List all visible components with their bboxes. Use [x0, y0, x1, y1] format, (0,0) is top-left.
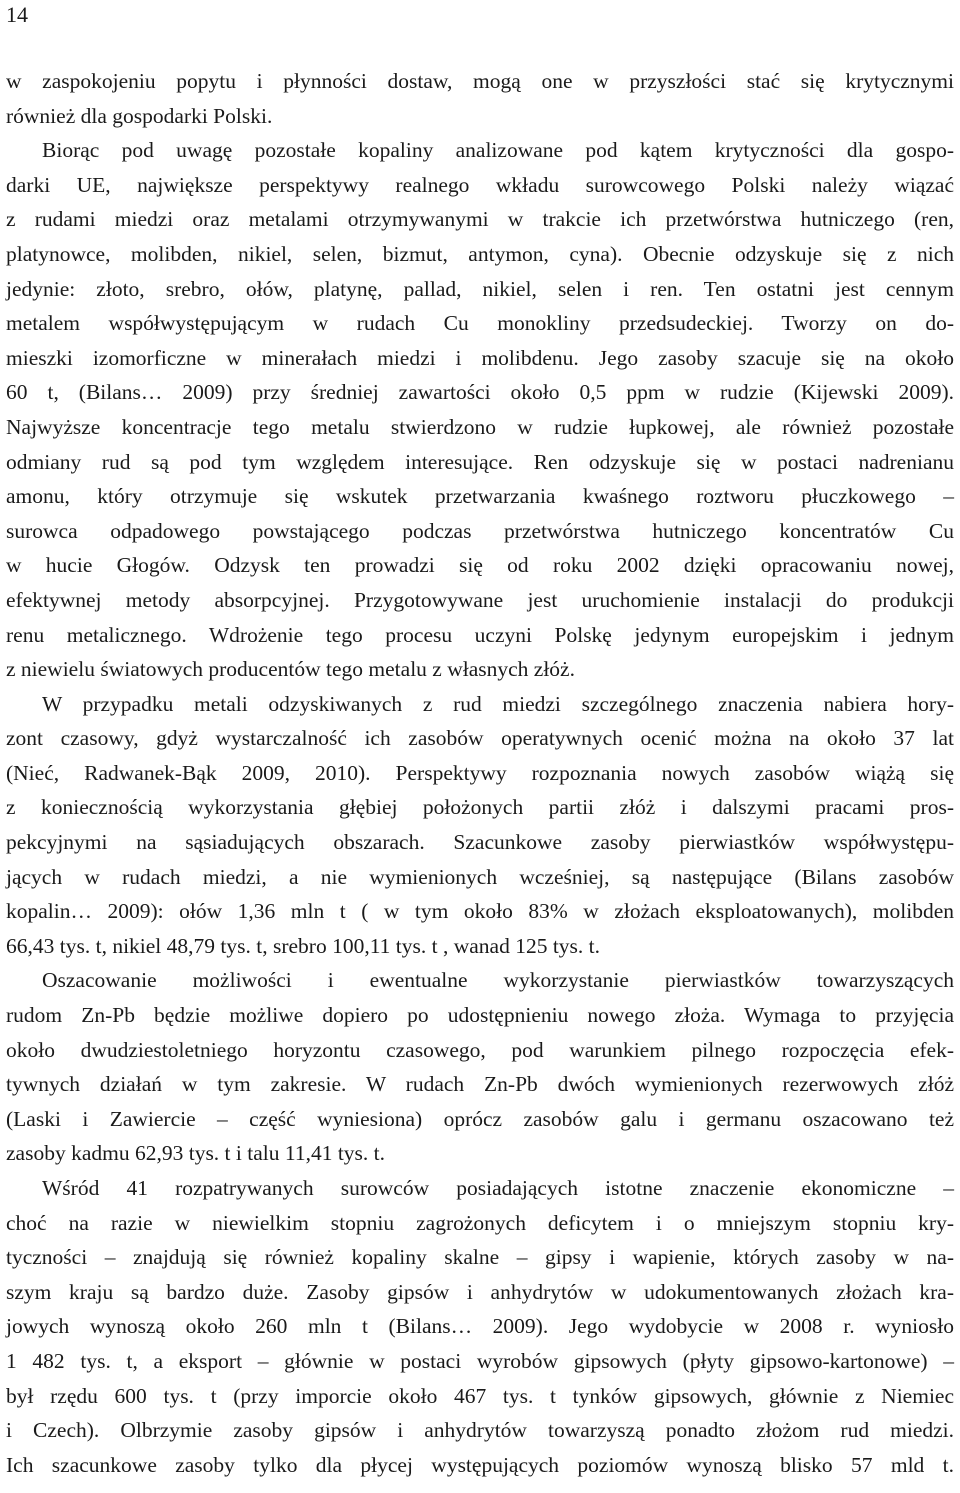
text-line: i Czech). Olbrzymie zasoby gipsów i anhydrytów towarzyszą ponadto złożom rud miedzi.: [6, 1418, 954, 1443]
text-line: jących w rudach miedzi, a nie wymienionych wcześniej, są następujące (Bilans zasobów: [6, 864, 954, 889]
text-line: jedynie: złoto, srebro, ołów, platynę, pallad, nikiel, selen i ren. Ten ostatni jest cennym: [6, 276, 954, 301]
text-line: Wśród 41 rozpatrywanych surowców posiadających istotne znaczenie ekonomiczne –: [42, 1176, 954, 1200]
text-line: jowych wynoszą około 260 mln t (Bilans… 2009). Jego wydobycie w 2008 r. wyniosło: [6, 1314, 954, 1339]
text-line: kopalin… 2009): ołów 1,36 mln t ( w tym około 83% w złożach eksploatowanych), molibden: [6, 899, 954, 924]
text-line: był rzędu 600 tys. t (przy imporcie około 467 tys. t tynków gipsowych, głównie z Niemiec: [6, 1383, 954, 1408]
text-line: (Nieć, Radwanek-Bąk 2009, 2010). Perspektywy rozpoznania nowych zasobów wiążą się: [6, 760, 954, 785]
text-line: renu metalicznego. Wdrożenie tego procesu uczyni Polskę jedynym europejskim i jednym: [6, 622, 954, 647]
text-line: w zaspokojeniu popytu i płynności dostaw, mogą one w przyszłości stać się krytycznymi: [6, 69, 954, 93]
text-line: amonu, który otrzymuje się wskutek przetwarzania kwaśnego roztworu płuczkowego –: [6, 484, 954, 509]
text-line: 1 482 tys. t, a eksport – głównie w postaci wyrobów gipsowych (płyty gipsowo-kartonowe) –: [6, 1348, 954, 1373]
text-line: szym kraju są bardzo duże. Zasoby gipsów i anhydrytów w udokumentowanych złożach kra-: [6, 1279, 954, 1304]
text-line: zasoby kadmu 62,93 tys. t i talu 11,41 tys. t.: [6, 1141, 386, 1166]
text-line: efektywnej metody absorpcyjnej. Przygotowywane jest uruchomienie instalacji do produkcji: [6, 587, 954, 612]
text-line: W przypadku metali odzyskiwanych z rud miedzi szczególnego znaczenia nabiera hory-: [42, 691, 954, 716]
text-line: tywnych działań w tym zakresie. W rudach Zn-Pb dwóch wymienionych rezerwowych złóż: [6, 1072, 954, 1097]
text-line: 60 t, (Bilans… 2009) przy średniej zawartości około 0,5 ppm w rudzie (Kijewski 2009).: [6, 380, 954, 405]
text-line: surowca odpadowego powstającego podczas przetwórstwa hutniczego koncentratów Cu: [6, 518, 954, 543]
text-line: platynowce, molibden, nikiel, selen, bizmut, antymon, cyna). Obecnie odzyskuje się z nich: [6, 241, 954, 266]
text-line: 66,43 tys. t, nikiel 48,79 tys. t, srebro 100,11 tys. t , wanad 125 tys. t.: [6, 933, 601, 958]
text-line: z niewielu światowych producentów tego metalu z własnych złóż.: [6, 657, 575, 682]
text-line: Oszacowanie możliwości i ewentualne wykorzystanie pierwiastków towarzyszących: [42, 968, 954, 993]
text-line: odmiany rud są pod tym względem interesujące. Ren odzyskuje się w postaci nadrenianu: [6, 449, 954, 474]
text-line: w hucie Głogów. Odzysk ten prowadzi się od roku 2002 dzięki opracowaniu nowej,: [6, 553, 954, 578]
text-line: Biorąc pod uwagę pozostałe kopaliny analizowane pod kątem krytyczności dla gospo-: [42, 138, 954, 163]
text-line: około dwudziestoletniego horyzontu czasowego, pod warunkiem pilnego rozpoczęcia efek-: [6, 1037, 954, 1062]
text-line: darki UE, największe perspektywy realnego wkładu surowcowego Polski należy wiązać: [6, 172, 954, 197]
text-line: rudom Zn-Pb będzie możliwe dopiero po udostępnieniu nowego złoża. Wymaga to przyjęcia: [6, 1003, 954, 1028]
text-line: z rudami miedzi oraz metalami otrzymywanymi w trakcie ich przetwórstwa hutniczego (ren,: [6, 207, 954, 232]
text-line: pekcyjnymi na sąsiadujących obszarach. Szacunkowe zasoby pierwiastków współwystępu-: [6, 830, 954, 855]
page-number: 14: [6, 2, 28, 27]
body-text: [6, 64, 954, 1482]
text-line: (Laski i Zawiercie – część wyniesiona) oprócz zasobów galu i germanu oszacowano też: [6, 1106, 954, 1131]
text-line: Ich szacunkowe zasoby tylko dla płycej występujących poziomów wynoszą blisko 57 mld t.: [6, 1452, 954, 1477]
text-line: zont czasowy, gdyż wystarczalność ich zasobów operatywnych ocenić można na około 37 lat: [6, 726, 954, 751]
text-line: metalem współwystępującym w rudach Cu monokliny przedsudeckiej. Tworzy on do-: [6, 311, 954, 336]
text-line: tyczności – znajdują się również kopaliny skalne – gipsy i wapienie, których zasoby w na-: [6, 1245, 954, 1270]
text-line: również dla gospodarki Polski.: [6, 103, 273, 128]
text-line: z koniecznością wykorzystania głębiej położonych partii złóż i dalszymi pracami pros-: [6, 795, 954, 820]
text-line: Najwyższe koncentracje tego metalu stwierdzono w rudzie łupkowej, ale również pozostałe: [6, 414, 954, 439]
text-line: choć na razie w niewielkim stopniu zagrożonych deficytem i o mniejszym stopniu kry-: [6, 1210, 954, 1235]
text-line: mieszki izomorficzne w minerałach miedzi i molibdenu. Jego zasoby szacuje się na około: [6, 345, 954, 370]
